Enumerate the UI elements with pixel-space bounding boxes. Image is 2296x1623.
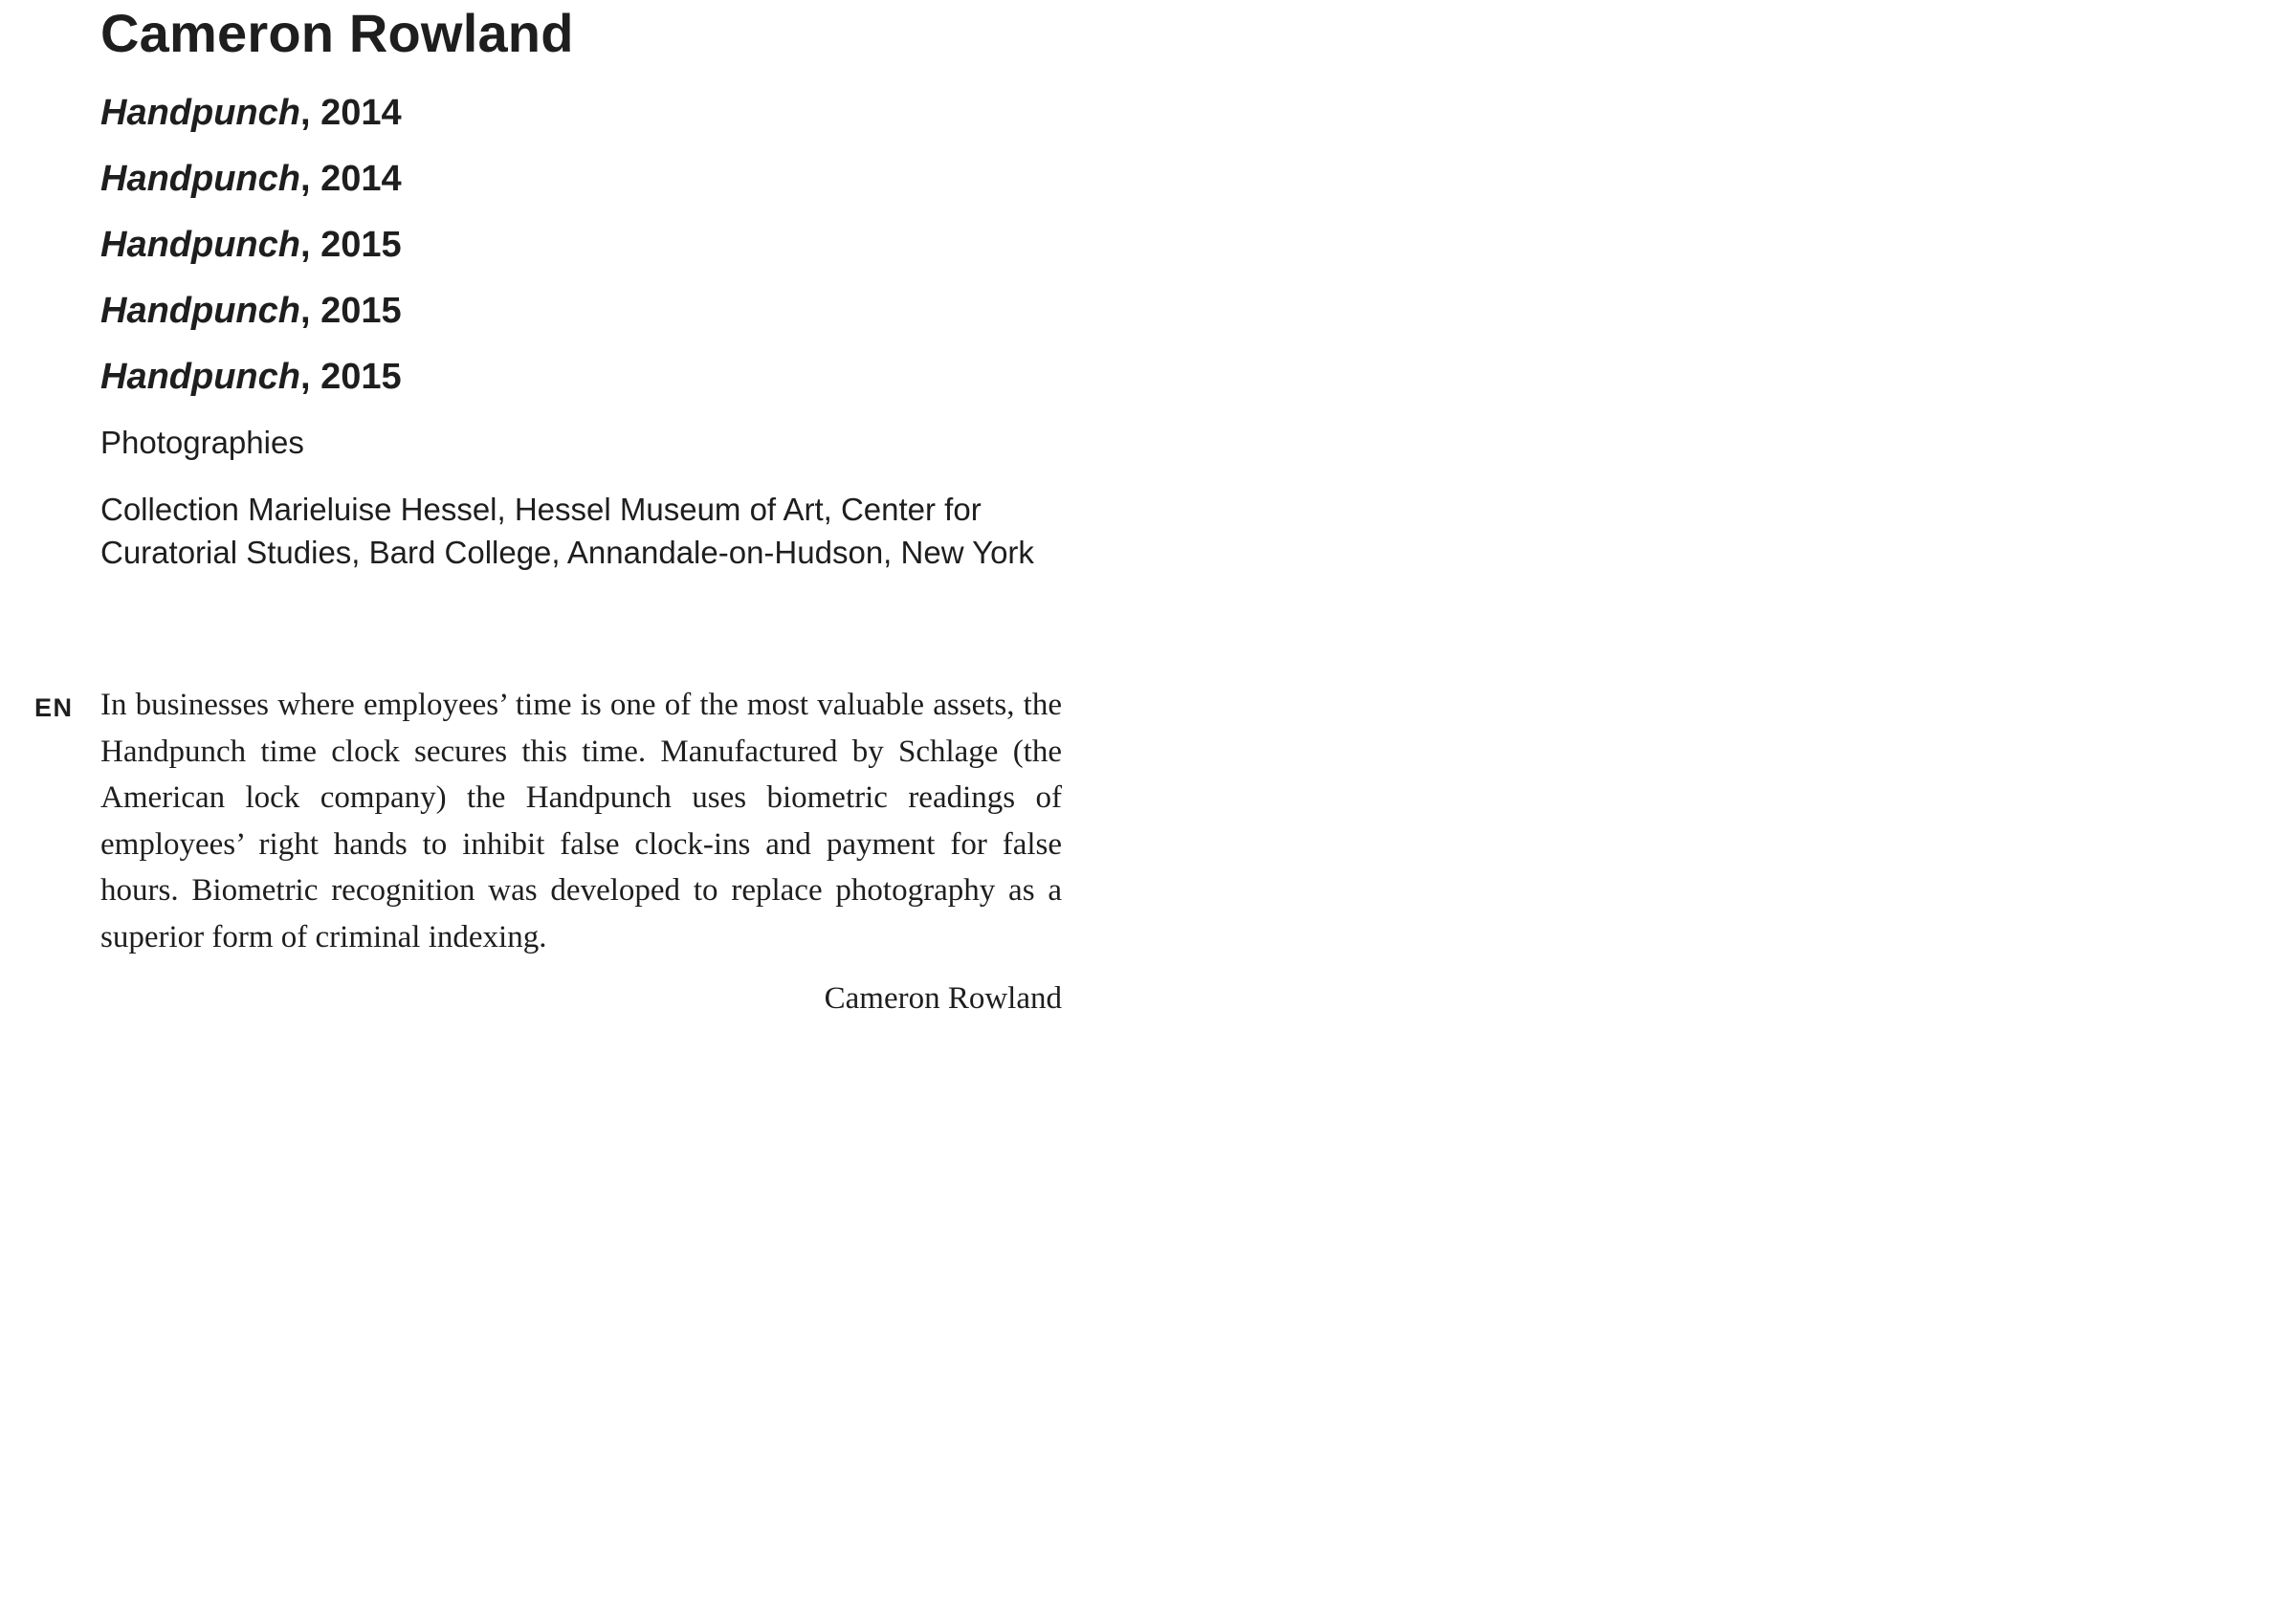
artist-name: Cameron Rowland (100, 3, 574, 63)
work-item (100, 350, 402, 416)
work-year: , 2014 (299, 93, 402, 133)
work-title: Handpunch (100, 93, 300, 133)
work-year: , 2015 (299, 291, 402, 331)
work-title: Handpunch (100, 291, 300, 331)
collection-credit: Collection Marieluise Hessel, Hessel Museum of Art, Center for Curatorial Studies, Bard College, Annandale-on-Hudson, New York (100, 492, 1034, 570)
work-item (100, 86, 402, 152)
work-title: Handpunch (100, 159, 300, 199)
work-year: , 2015 (299, 357, 402, 397)
work-year: , 2014 (299, 159, 402, 199)
work-year: , 2015 (299, 225, 402, 265)
works-list (100, 86, 402, 416)
description-paragraph: In businesses where employees’ time is one of the most valuable assets, the Handpunch time clock secures this time. Manufactured by Schlage (the American lock company) the Handpunch uses biometric readings of employees’ right hands to inhibit false clock-ins and payment for false hours. Biometric recognition was developed to replace photography as a superior form of criminal indexing. (100, 688, 1062, 954)
work-title: Handpunch (100, 357, 300, 397)
work-item (100, 284, 402, 350)
work-item (100, 218, 402, 284)
work-item (100, 152, 402, 218)
language-tag: EN (34, 693, 74, 722)
work-title: Handpunch (100, 225, 300, 265)
work-medium: Photographies (100, 425, 304, 460)
author-signature: Cameron Rowland (824, 981, 1062, 1016)
